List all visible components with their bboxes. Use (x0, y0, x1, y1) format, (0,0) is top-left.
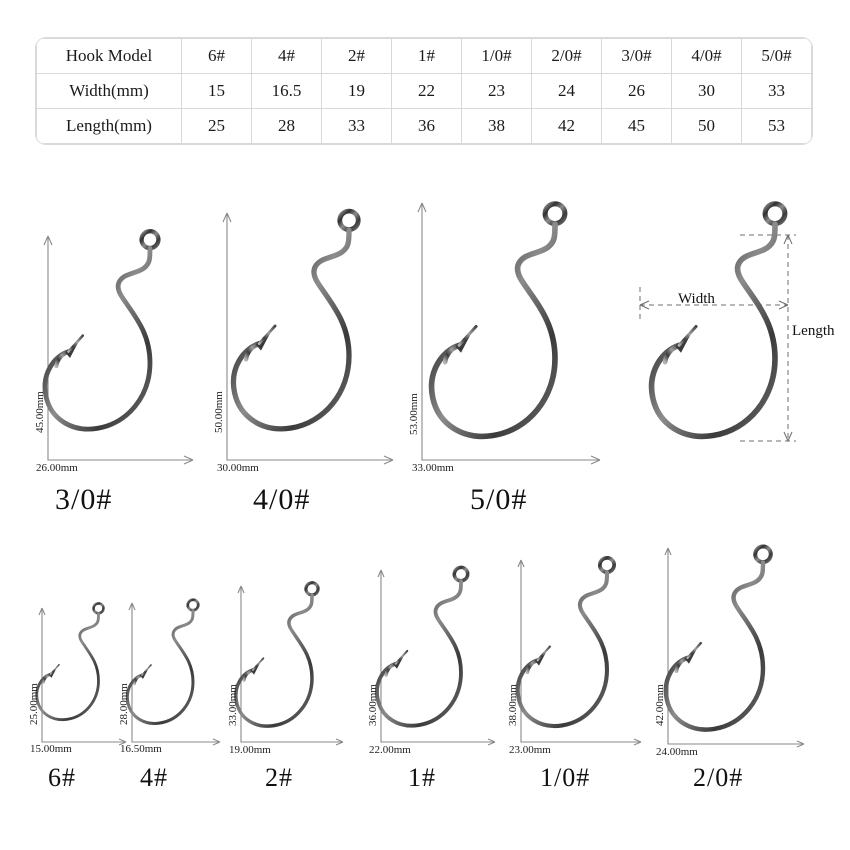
table-cell: 36 (392, 109, 462, 144)
width-dim-label: 22.00mm (369, 744, 411, 756)
spec-table-container (36, 38, 812, 144)
table-row-header: Hook Model (37, 39, 182, 74)
width-dim-label: 23.00mm (509, 744, 551, 756)
table-cell: 22 (392, 74, 462, 109)
table-cell: 2/0# (532, 39, 602, 74)
table-cell: 33 (322, 109, 392, 144)
width-dim-label: 16.50mm (120, 743, 162, 755)
hook-figure-2-0 (640, 540, 815, 762)
table-cell: 50 (672, 109, 742, 144)
hook-figure-4 (108, 595, 228, 760)
table-cell: 33 (742, 74, 812, 109)
table-cell: 42 (532, 109, 602, 144)
width-dim-label: 15.00mm (30, 743, 72, 755)
table-cell: 5/0# (742, 39, 812, 74)
table-cell: 24 (532, 74, 602, 109)
table-cell: 1# (392, 39, 462, 74)
model-label-1-0: 1/0# (540, 763, 591, 792)
table-cell: 23 (462, 74, 532, 109)
hook-figure-callout (620, 195, 835, 475)
table-cell: 3/0# (602, 39, 672, 74)
model-label-1: 1# (408, 763, 436, 792)
table-cell: 53 (742, 109, 812, 144)
width-dim-label: 33.00mm (412, 462, 454, 474)
height-dim-label: 25.00mm (28, 683, 40, 725)
height-dim-label: 45.00mm (34, 391, 46, 433)
table-cell: 16.5 (252, 74, 322, 109)
hook-figure-3-0 (18, 228, 203, 478)
height-dim-label: 28.00mm (118, 683, 130, 725)
hook-figure-5-0 (400, 195, 615, 480)
table-cell: 15 (182, 74, 252, 109)
hook-spec-table (36, 38, 812, 144)
model-label-4: 4# (140, 763, 168, 792)
height-dim-label: 42.00mm (654, 684, 666, 726)
height-dim-label: 38.00mm (507, 684, 519, 726)
table-cell: 30 (672, 74, 742, 109)
table-cell: 2# (322, 39, 392, 74)
table-row (37, 39, 812, 74)
hook-figure-2 (215, 578, 355, 760)
length-callout-label: Length (792, 323, 835, 339)
table-row (37, 74, 812, 109)
model-label-3-0: 3/0# (55, 483, 113, 516)
width-dim-label: 19.00mm (229, 744, 271, 756)
table-row-header: Length(mm) (37, 109, 182, 144)
model-label-2-0: 2/0# (693, 763, 744, 792)
model-label-6: 6# (48, 763, 76, 792)
hook-figure-1 (355, 562, 505, 760)
table-cell: 1/0# (462, 39, 532, 74)
width-dim-label: 30.00mm (217, 462, 259, 474)
height-dim-label: 53.00mm (408, 393, 420, 435)
table-cell: 19 (322, 74, 392, 109)
hook-figure-4-0 (205, 205, 405, 477)
table-cell: 28 (252, 109, 322, 144)
model-label-2: 2# (265, 763, 293, 792)
height-dim-label: 33.00mm (227, 684, 239, 726)
width-callout-label: Width (678, 291, 715, 307)
table-cell: 4# (252, 39, 322, 74)
table-cell: 25 (182, 109, 252, 144)
table-row (37, 109, 812, 144)
hook-figure-1-0 (495, 552, 650, 760)
height-dim-label: 36.00mm (367, 684, 379, 726)
table-cell: 4/0# (672, 39, 742, 74)
table-cell: 45 (602, 109, 672, 144)
height-dim-label: 50.00mm (213, 391, 225, 433)
model-label-4-0: 4/0# (253, 483, 311, 516)
width-dim-label: 26.00mm (36, 462, 78, 474)
table-cell: 38 (462, 109, 532, 144)
table-row-header: Width(mm) (37, 74, 182, 109)
model-label-5-0: 5/0# (470, 483, 528, 516)
table-cell: 26 (602, 74, 672, 109)
width-dim-label: 24.00mm (656, 746, 698, 758)
table-cell: 6# (182, 39, 252, 74)
